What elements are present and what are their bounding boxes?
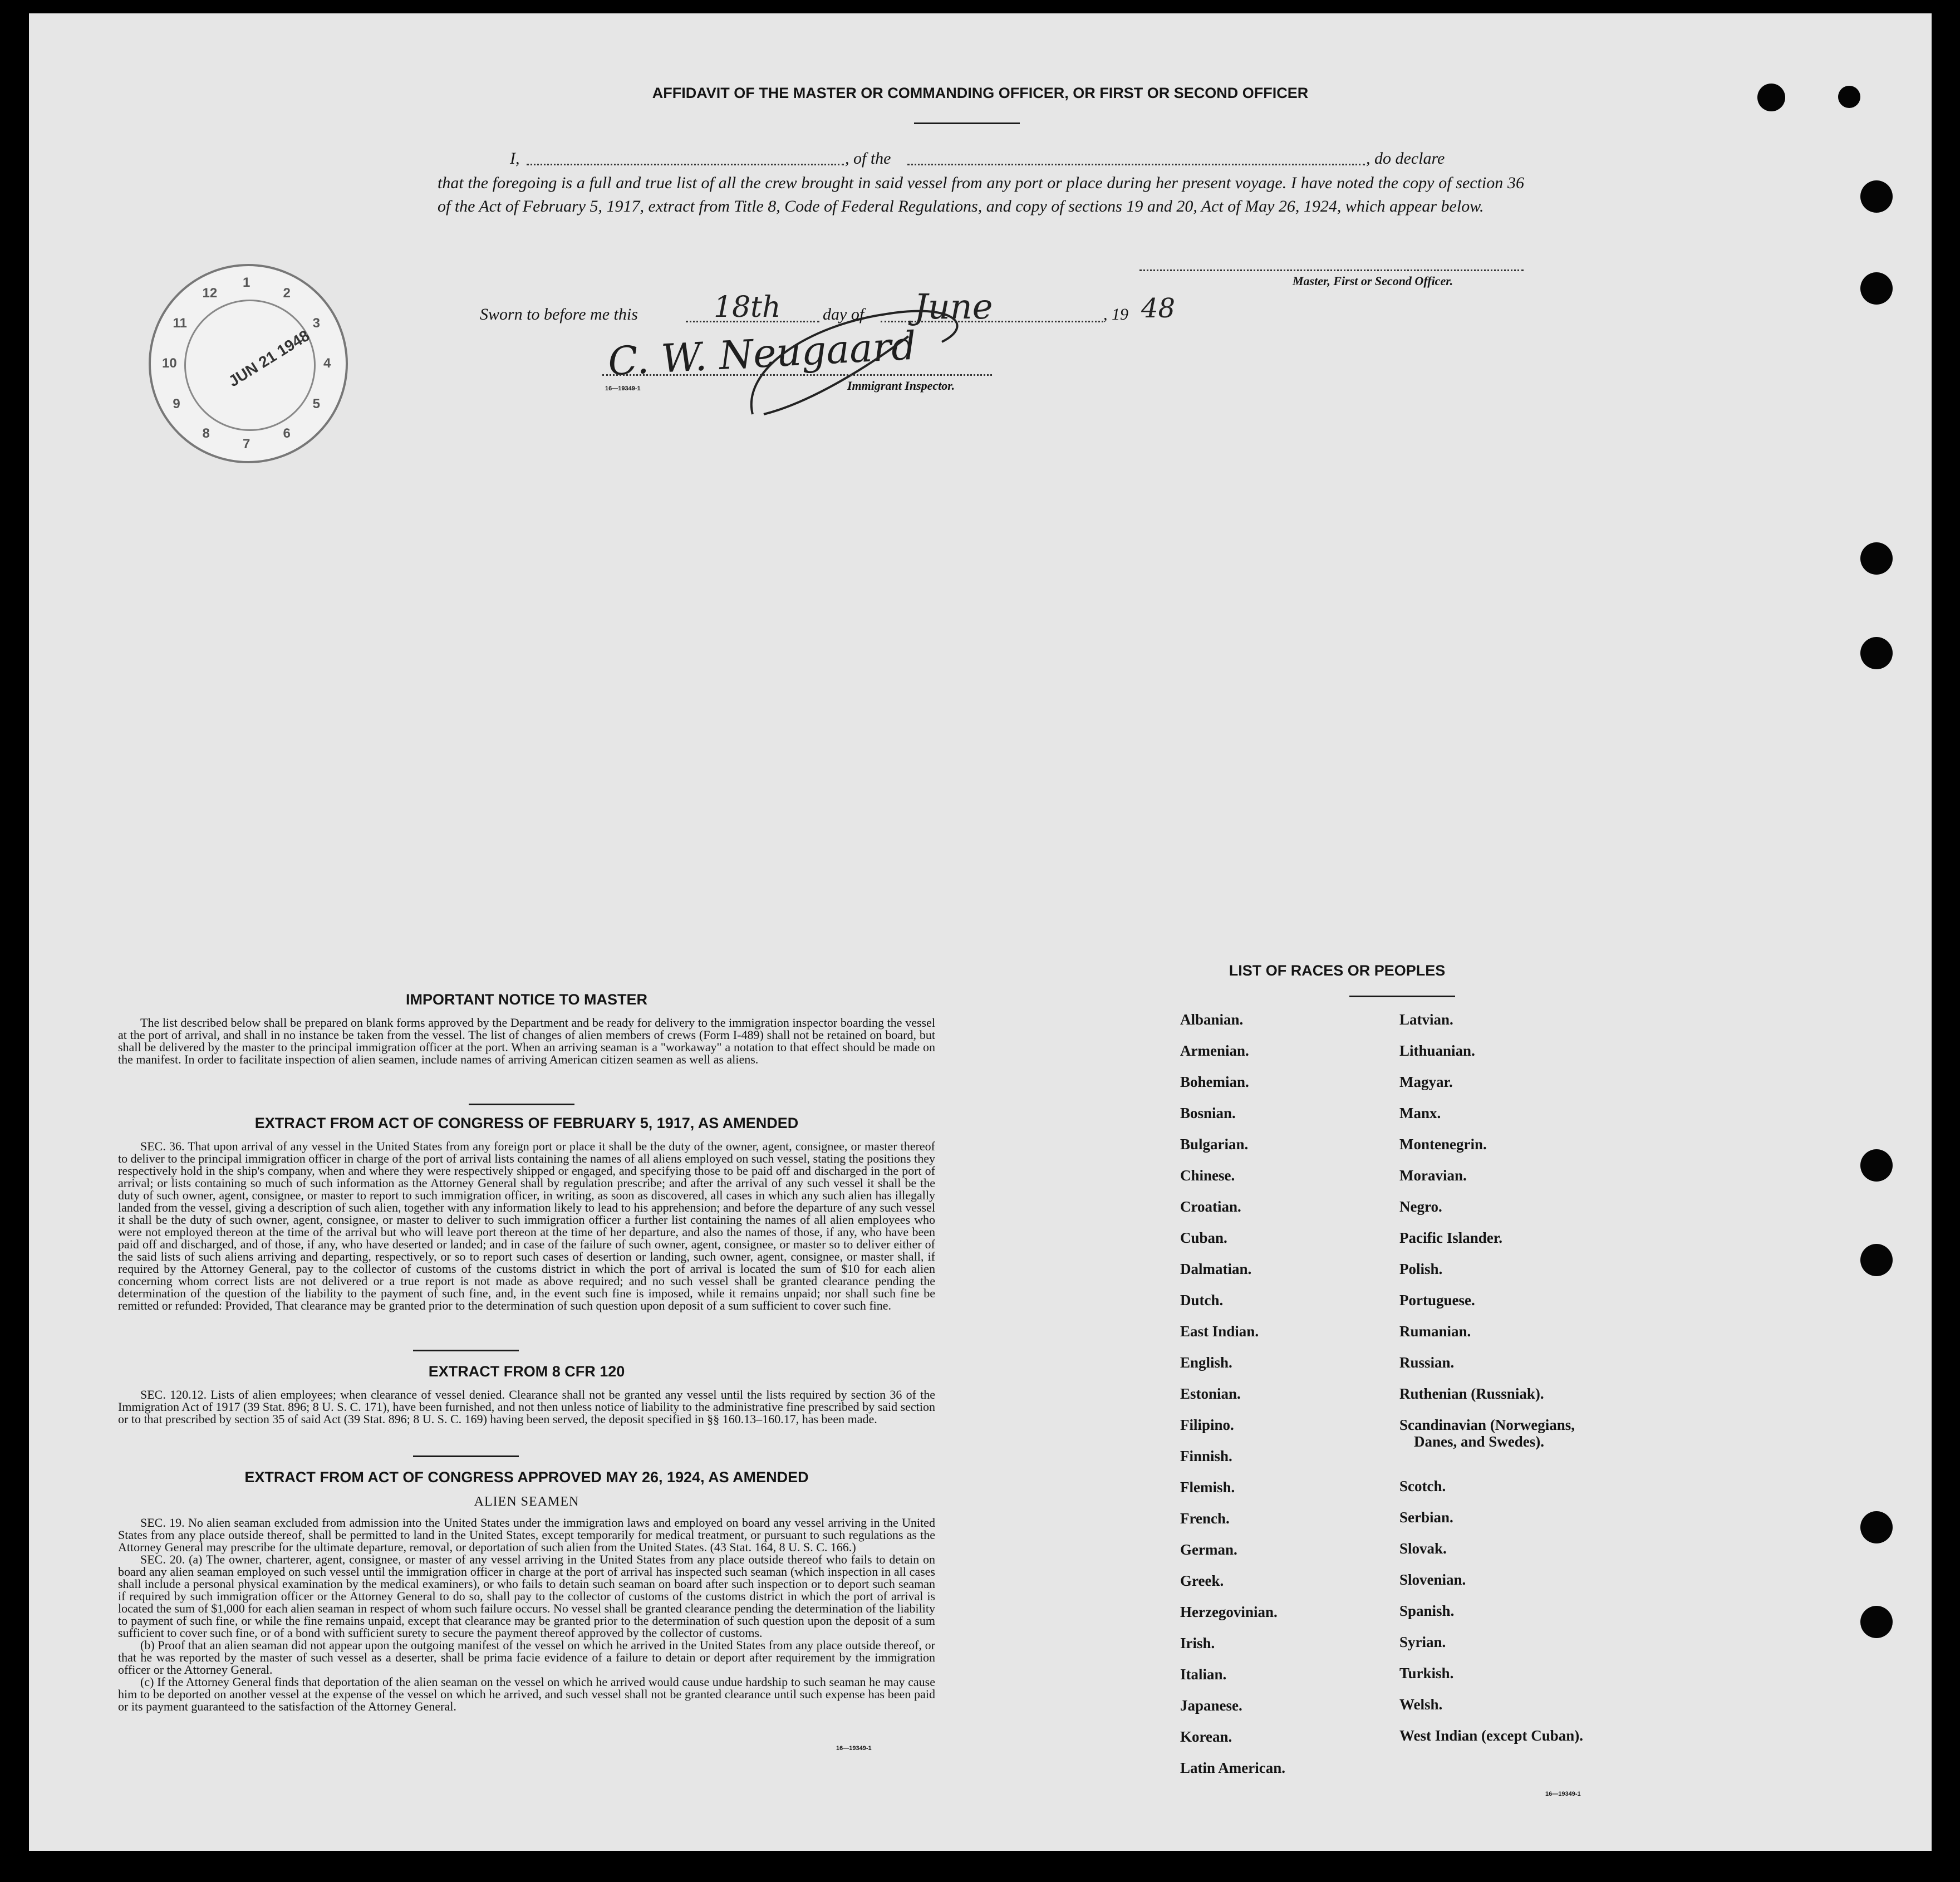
punch-hole [1860, 1149, 1893, 1182]
stamp-ring-number: 11 [173, 315, 187, 331]
race-item: German. [1180, 1541, 1237, 1558]
race-item: Lithuanian. [1399, 1042, 1475, 1059]
inspector-caption: Immigrant Inspector. [847, 379, 955, 393]
extract-cfr-body [118, 1389, 935, 1425]
notice-divider [469, 1104, 574, 1105]
race-item: Danes, and Swedes). [1414, 1433, 1545, 1450]
extract-form-number: 16—19349-1 [836, 1745, 872, 1752]
vessel-blank [907, 164, 1365, 165]
race-item: West Indian (except Cuban). [1399, 1727, 1584, 1744]
extract-cfr-paragraph: SEC. 120.12. Lists of alien employees; when clearance of vessel denied. Clearance shall not be granted any vessel until the lists required by section 36 of the Immigration Act of 1917 (39 Stat. 896; 8 U. S. C. 171), have been furnished, and not then unless notice of liability to the administrative fine prescribed by said section or to that prescribed by section 35 of said Act (39 Stat. 896; 8 U. S. C. 169) having been served, the deposit specified in §§ 160.13–160.17, has been made. [118, 1388, 935, 1426]
extract-1924-subtitle: ALIEN SEAMEN [474, 1494, 579, 1509]
inspector-signature-line [602, 374, 992, 376]
extract-1917-divider [413, 1350, 519, 1351]
race-item: Scandinavian (Norwegians, [1399, 1417, 1575, 1433]
race-item: Korean. [1180, 1728, 1232, 1745]
declaration-line [438, 149, 1524, 171]
stamp-ring-number: 5 [312, 396, 320, 411]
title-divider [914, 122, 1020, 124]
day-of-label: day of [823, 305, 864, 324]
stamp-ring-number: 4 [323, 356, 331, 371]
race-item: Pacific Islander. [1399, 1229, 1502, 1246]
race-item: Bulgarian. [1180, 1136, 1249, 1153]
race-item: Armenian. [1180, 1042, 1249, 1059]
race-item: Estonian. [1180, 1385, 1241, 1402]
sec-20a-paragraph: SEC. 20. (a) The owner, charterer, agent, consignee, or master of any vessel arriving in the United States from any place outside thereof who fails to detain on board any alien seaman employed on such vessel until the immigration officer in charge at the port of arrival has inspected such seaman (which inspection in all cases shall include a personal physical examination by the medical examiners), or who fails to detain such seaman on board after such inspection or to deport such seaman if required by such immigration officer or the Attorney General to do so, shall pay to the collector of customs of the customs district in which the port of arrival is located the sum of $1,000 for each alien seaman in respect of whom such failure occurs. No vessel shall be granted clearance pending the determination of the liability to payment of such fine, or while the fine remains unpaid, except that clearance may be granted prior to the determination of such question upon the deposit of a sum sufficient to cover such fine, or of a bond with sufficient surety to secure the payment thereof approved by the collector of customs. [118, 1552, 935, 1640]
punch-hole [1860, 272, 1893, 305]
race-item: Chinese. [1180, 1167, 1235, 1184]
race-item: Irish. [1180, 1635, 1215, 1651]
punch-hole [1860, 542, 1893, 575]
punch-hole [1860, 1511, 1893, 1543]
races-title: LIST OF RACES OR PEOPLES [1229, 962, 1446, 979]
race-item: French. [1180, 1510, 1230, 1527]
race-item: Herzegovinian. [1180, 1604, 1278, 1620]
year-suffix: 48 [1141, 293, 1176, 324]
race-item: Latvian. [1399, 1011, 1453, 1028]
extract-1924-title: EXTRACT FROM ACT OF CONGRESS APPROVED MAY 26, 1924, AS AMENDED [244, 1469, 809, 1486]
race-item: Greek. [1180, 1572, 1224, 1589]
stamp-ring-number: 2 [283, 286, 291, 301]
race-item: Flemish. [1180, 1479, 1235, 1496]
extract-1917-paragraph: SEC. 36. That upon arrival of any vessel in the United States from any foreign port or place it shall be the duty of the owner, agent, consignee, or master thereof to deliver to the principal immigration officer in charge of the port of arrival lists containing the names of all aliens employed on such vessel, stating the positions they respectively hold in the ship's company, when and where they were respectively shipped or engaged, and specifying those to be paid off and discharged in the port of arrival; or lists containing so much of such information as the Attorney General shall by regulation prescribe; and after the arrival of any such vessel it shall be the duty of such owner, agent, consignee, or master to report to such immigration officer, in writing, as soon as discovered, all cases in which any such alien has illegally landed from the vessel, giving a description of such alien, together with any information likely to lead to his apprehension; and before the departure of any such vessel it shall be the duty of such owner, agent, consignee, or master to deliver to such immigration officer a further list containing the names of all alien employees who were not employed thereon at the time of the arrival but who will leave port thereon at the time of her departure, and also the names of those, if any, who have been paid off and discharged, and of those, if any, who have deserted or landed; and in case of the failure of such owner, agent, consignee, or master so to deliver either of the said lists of such aliens arriving and departing, respectively, or so to report such cases of desertion or landing, such owner, agent, consignee, or master shall, if required by the Attorney General, pay to the collector of customs of the customs district in which the port of arrival is located the sum of $10 for each alien concerning whom correct lists are not delivered or a true report is not made as above required; and no such vessel shall be granted clearance pending the determination of the question of the liability to the payment of such fine, and, in the event such fine is imposed, while it remains unpaid; nor shall such fine be remitted or refunded: Provided, That clearance may be granted prior to the determination of such question upon deposit of a sum sufficient to cover such fine. [118, 1139, 935, 1312]
sec-20c-paragraph: (c) If the Attorney General finds that deportation of the alien seaman on the vessel on which he arrived would cause undue hardship to such seaman he may cause him to be deported on another vessel at the expense of the vessel on which he arrived, and such vessel shall not be granted clearance until such expense has been paid or its payment guaranteed to the satisfaction of the Attorney General. [118, 1675, 935, 1713]
extract-cfr-divider [413, 1455, 519, 1457]
punch-hole [1860, 180, 1893, 213]
notice-paragraph: The list described below shall be prepared on blank forms approved by the Department and be ready for delivery to the immigration inspector boarding the vessel at the port of arrival, and shall in no instance be taken from the vessel. The list of changes of alien members of crews (Form I-489) shall not be retained on board, but shall be delivered by the master to the principal immigration officer at the port. When an arriving seaman is a "workaway" a notation to that effect should be made on the manifest. In order to facilitate inspection of alien seamen, include names of arriving American citizen seamen as well as aliens. [118, 1016, 935, 1066]
master-caption: Master, First or Second Officer. [1293, 274, 1453, 288]
race-item: Rumanian. [1399, 1323, 1471, 1340]
extract-1917-title: EXTRACT FROM ACT OF CONGRESS OF FEBRUARY 5, 1917, AS AMENDED [254, 1115, 799, 1131]
stamp-ring-number: 9 [173, 396, 180, 411]
year-prefix: , 19 [1103, 305, 1128, 324]
immigration-date-stamp [149, 264, 348, 463]
race-item: Montenegrin. [1399, 1136, 1487, 1153]
race-item: Moravian. [1399, 1167, 1467, 1184]
sworn-label: Sworn to before me this [480, 305, 638, 324]
race-item: Scotch. [1399, 1477, 1446, 1494]
race-item: Filipino. [1180, 1417, 1234, 1433]
race-item: Bohemian. [1180, 1074, 1249, 1090]
stamp-ring-number: 1 [243, 275, 250, 290]
race-item: Magyar. [1399, 1074, 1453, 1090]
stamp-ring-number: 10 [162, 356, 177, 371]
notice-title: IMPORTANT NOTICE TO MASTER [406, 991, 647, 1008]
race-item: Dutch. [1180, 1292, 1224, 1308]
races-divider [1349, 996, 1455, 997]
race-item: Bosnian. [1180, 1105, 1236, 1121]
sworn-day: 18th [714, 291, 781, 324]
race-item: Dalmatian. [1180, 1261, 1252, 1277]
stamp-ring-number: 3 [312, 315, 320, 331]
race-item: Japanese. [1180, 1697, 1242, 1714]
extract-cfr-title: EXTRACT FROM 8 CFR 120 [428, 1363, 625, 1380]
punch-hole [1860, 1244, 1893, 1276]
race-item: Serbian. [1399, 1508, 1453, 1526]
extract-1924-body [118, 1517, 935, 1713]
name-blank [527, 164, 844, 165]
race-item: Portuguese. [1399, 1292, 1475, 1308]
stamp-ring-number: 6 [283, 425, 291, 441]
stamp-ring-number: 8 [202, 425, 210, 441]
affidavit-title: AFFIDAVIT OF THE MASTER OR COMMANDING OFFICER, OR FIRST OR SECOND OFFICER [652, 85, 1309, 101]
declaration-do-declare: , do declare [1366, 149, 1445, 168]
declaration-of-the: , of the [845, 149, 891, 168]
master-signature-line [1139, 269, 1524, 271]
race-item: Slovak. [1399, 1540, 1447, 1557]
declaration-i: I, [510, 149, 520, 168]
races-form-number: 16—19349-1 [1545, 1791, 1581, 1797]
stamp-date: JUN 21 1948 [225, 326, 313, 390]
race-item: Spanish. [1399, 1602, 1455, 1619]
sec-19-paragraph: SEC. 19. No alien seaman excluded from admission into the United States under the immigration laws and employed on board any vessel arriving in the United States from any place outside thereof, shall be permitted to land in the United States, except temporarily for medical treatment, or pursuant to such regulations as the Attorney General may prescribe for the ultimate departure, removal, or deportation of such alien from the United States. (43 Stat. 164, 8 U. S. C. 166.) [118, 1516, 935, 1554]
declaration-body: that the foregoing is a full and true list of all the crew brought in said vessel from any port or place during her present voyage. I have noted the copy of section 36 of the Act of February 5, 1917, extract from Title 8, Code of Federal Regulations, and copy of sections 19 and 20, Act of May 26, 1924, which appear below. [438, 174, 1524, 215]
race-item: Albanian. [1180, 1011, 1244, 1028]
punch-hole [1860, 637, 1893, 669]
race-item: Finnish. [1180, 1448, 1232, 1464]
race-item: Cuban. [1180, 1229, 1227, 1246]
race-item: Ruthenian (Russniak). [1399, 1385, 1544, 1402]
punch-hole [1860, 1606, 1893, 1638]
signature-flourish [741, 303, 992, 431]
race-item: Negro. [1399, 1198, 1442, 1215]
extract-1917-body [118, 1140, 935, 1312]
race-item: Croatian. [1180, 1198, 1241, 1215]
race-item: Latin American. [1180, 1760, 1285, 1776]
race-item: English. [1180, 1354, 1232, 1371]
document-page [29, 13, 1932, 1851]
stamp-ring-number: 7 [243, 437, 250, 452]
stamp-ring-number: 12 [202, 286, 218, 301]
notice-body [118, 1017, 935, 1066]
race-item: Italian. [1180, 1666, 1227, 1683]
sworn-month: June [914, 286, 993, 327]
race-item: East Indian. [1180, 1323, 1259, 1340]
race-item: Manx. [1399, 1105, 1441, 1121]
inspector-signature: C. W. Neugaard [607, 322, 917, 385]
race-item: Welsh. [1399, 1695, 1443, 1713]
sec-20b-paragraph: (b) Proof that an alien seaman did not appear upon the outgoing manifest of the vessel on which he arrived in the United States from any place outside thereof, or that he was reported by the master of such vessel as a deserter, shall be prima facie evidence of a failure to detain or deport after requirement by the immigration officer or the Attorney General. [118, 1638, 935, 1677]
race-item: Russian. [1399, 1354, 1455, 1371]
race-item: Slovenian. [1399, 1571, 1466, 1588]
affidavit-form-number: 16—19349-1 [605, 385, 641, 392]
race-item: Polish. [1399, 1261, 1443, 1277]
race-item: Turkish. [1399, 1664, 1454, 1682]
race-item: Syrian. [1399, 1633, 1446, 1650]
